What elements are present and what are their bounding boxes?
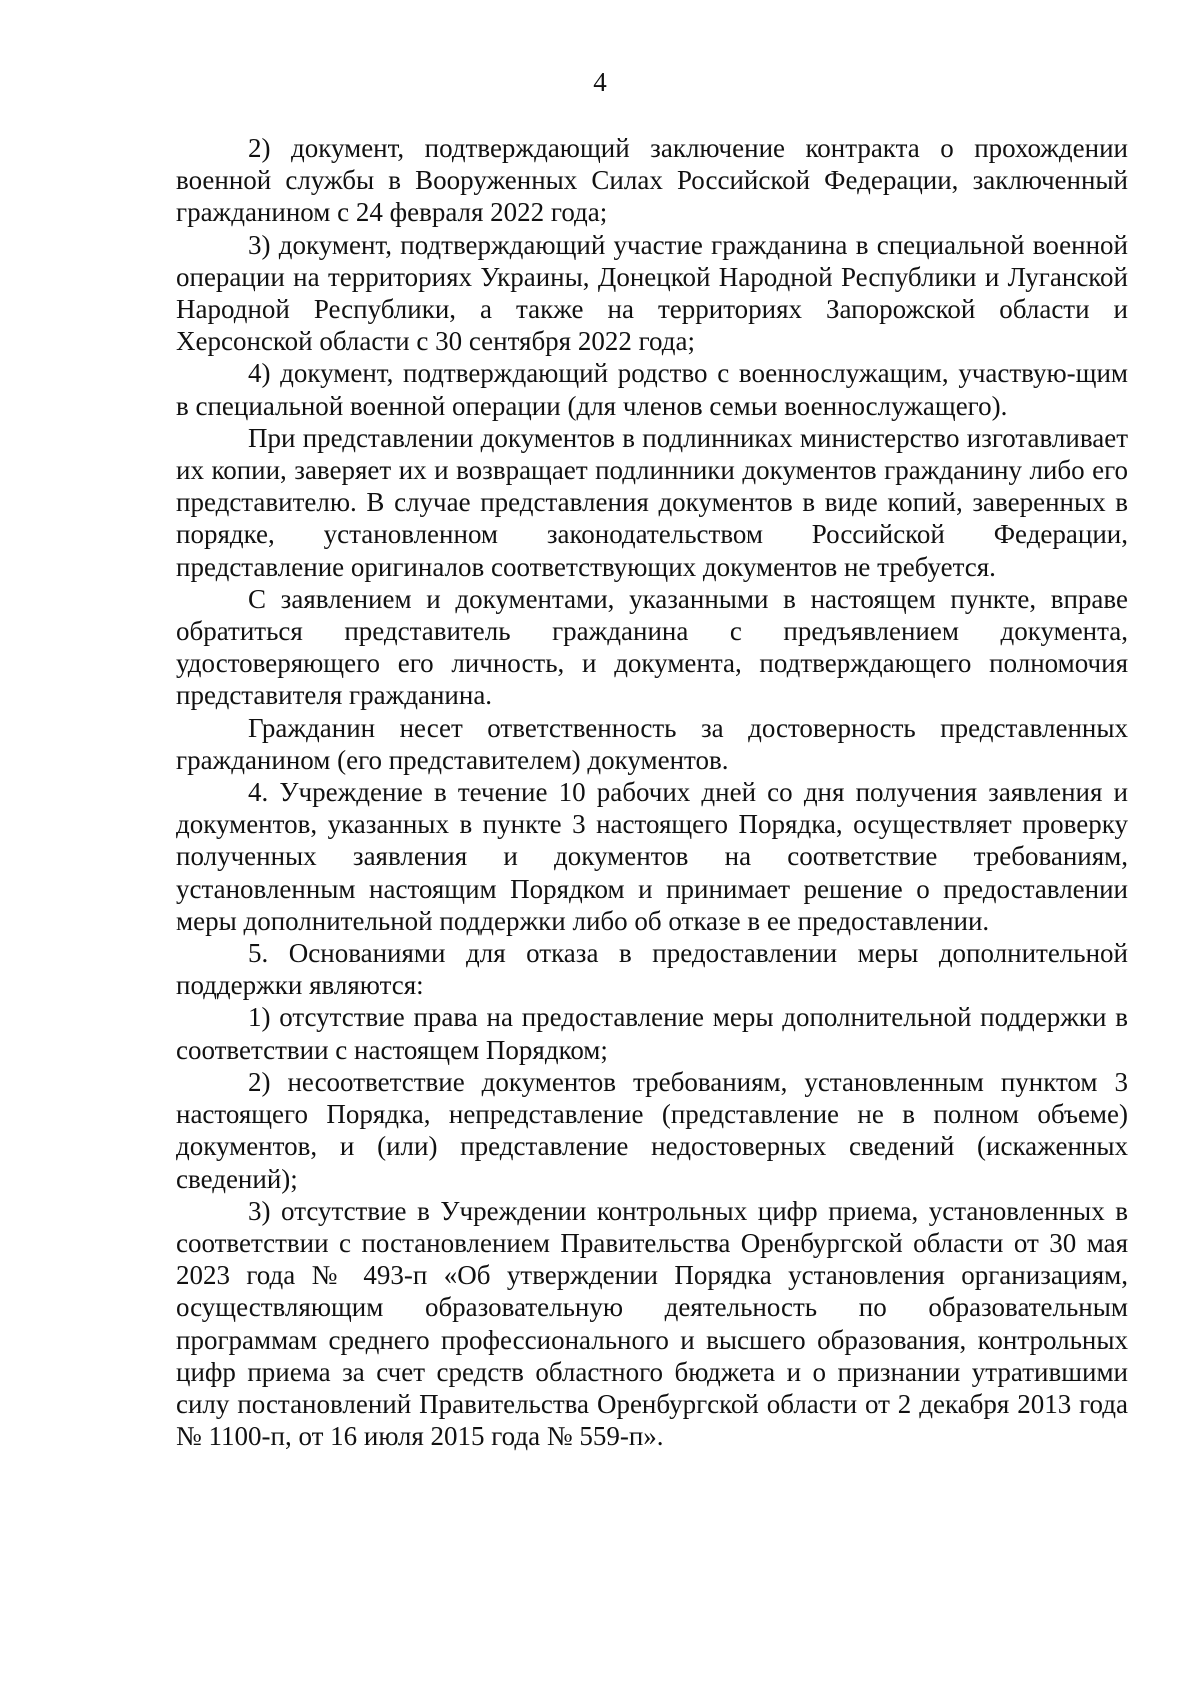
paragraph-clause-4: 4. Учреждение в течение 10 рабочих дней со дня получения заявления и документов, указанных в пункте 3 настоящего Порядка, осуществляет проверку полученных заявления и документов на соответствие требованиям, установленным настоящим Порядком и принимает решение о предоставлении меры дополнительной поддержки либо об отказе в ее предоставлении.	[176, 777, 1128, 936]
paragraph-item-2-contract: 2) документ, подтверждающий заключение контракта о прохождении военной службы в Вооруженных Силах Российской Федерации, заключенный гражданином с 24 февраля 2022 года;	[176, 133, 1128, 228]
paragraph-document-originals: При представлении документов в подлинниках министерство изготавливает их копии, заверяет их и возвращает подлинники документов гражданину либо его представителю. В случае представления документов в виде копий, заверенных в порядке, установленном законодательством Российской Федерации, представление оригиналов соответствующих документов не требуется.	[176, 422, 1128, 582]
paragraph-representative: С заявлением и документами, указанными в настоящем пункте, вправе обратиться представитель гражданина с предъявлением документа, удостоверяющего его личность, и документа, подтверждающего полномочия представителя гражданина.	[176, 583, 1128, 711]
paragraph-refusal-reason-2: 2) несоответствие документов требованиям, установленным пунктом 3 настоящего Порядка, непредставление (представление не в полном объеме) документов, и (или) представление недостоверных сведений (искаженных сведений);	[176, 1066, 1128, 1194]
paragraph-refusal-reason-3: 3) отсутствие в Учреждении контрольных цифр приема, установленных в соответствии с постановлением Правительства Оренбургской области от 30 мая 2023 года № 493-п «Об утверждении Порядка установления организациям, осуществляющим образовательную деятельность по образовательным программам среднего профессионального и высшего образования, контрольных цифр приема за счет средств областного бюджета и о признании утратившими силу постановлений Правительства Оренбургской области от 2 декабря 2013 года № 1100-п, от 16 июля 2015 года № 559-п».	[176, 1195, 1128, 1452]
paragraph-responsibility: Гражданин несет ответственность за достоверность представленных гражданином (его представителем) документов.	[176, 712, 1128, 775]
paragraph-clause-5: 5. Основаниями для отказа в предоставлении меры дополнительной поддержки являются:	[176, 938, 1128, 1001]
paragraph-refusal-reason-1: 1) отсутствие права на предоставление меры дополнительной поддержки в соответствии с настоящем Порядком;	[176, 1002, 1128, 1065]
document-body	[176, 132, 1128, 1452]
page-number: 4	[593, 67, 607, 97]
paragraph-item-3-participation: 3) документ, подтверждающий участие гражданина в специальной военной операции на территориях Украины, Донецкой Народной Республики и Луганской Народной Республики, а также на территориях Запорожской области и Херсонской области с 30 сентября 2022 года;	[176, 229, 1128, 357]
paragraph-item-4-kinship: 4) документ, подтверждающий родство с военнослужащим, участвую-щим в специальной военной операции (для членов семьи военнослужащего).	[176, 358, 1128, 421]
